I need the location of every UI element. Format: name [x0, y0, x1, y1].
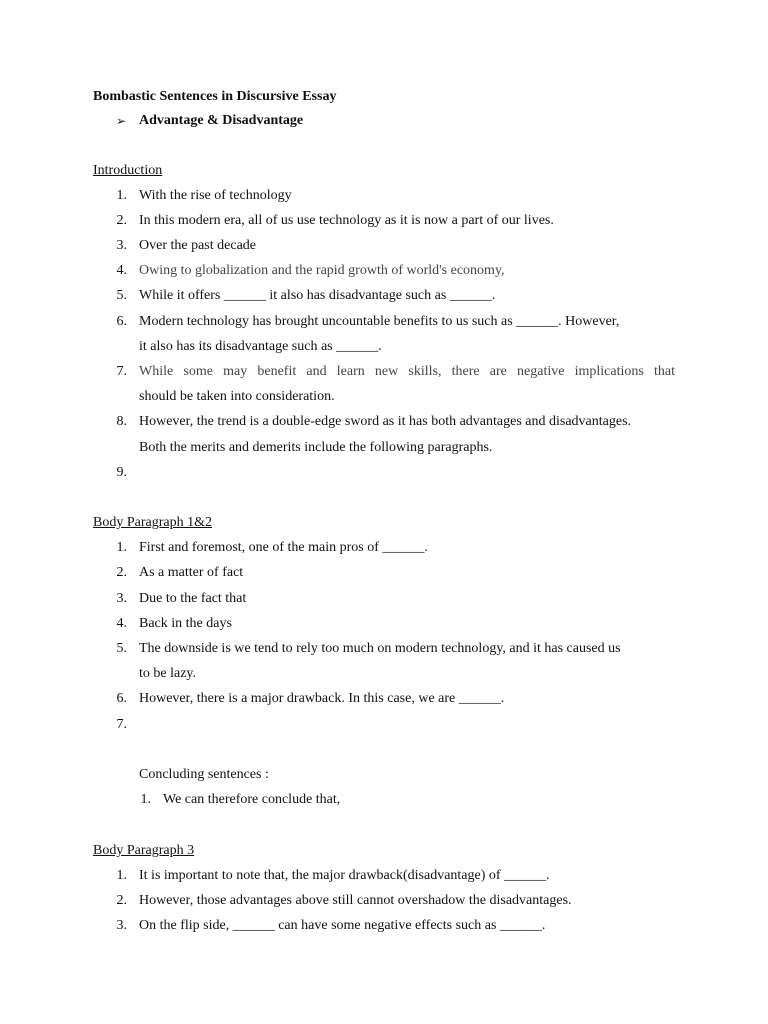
list-item-text: Modern technology has brought uncountable benefits to us such as ______. However, — [139, 314, 620, 329]
list-item-text: With the rise of technology — [139, 188, 292, 203]
list-item-number: 8. — [116, 414, 127, 429]
document-subtitle: Advantage & Disadvantage — [139, 113, 304, 128]
list-item-number: 6. — [116, 314, 127, 329]
list-item-text: Due to the fact that — [139, 591, 247, 606]
list-item-continuation: Both the merits and demerits include the following paragraphs. — [139, 440, 493, 455]
list-item-number: 2. — [116, 893, 127, 908]
list-item-number: 1. — [116, 868, 127, 883]
list-item-text: In this modern era, all of us use technology as it is now a part of our lives. — [139, 213, 554, 228]
section-heading-introduction: Introduction — [93, 163, 163, 178]
list-item-text: On the flip side, ______ can have some negative effects such as ______. — [139, 918, 546, 933]
list-item-text: Back in the days — [139, 616, 232, 631]
list-item-continuation: it also has its disadvantage such as ______. — [139, 339, 382, 354]
list-item-number: 7. — [116, 717, 127, 732]
list-item-number: 1. — [140, 792, 151, 807]
list-item-text: While it offers ______ it also has disadvantage such as ______. — [139, 288, 496, 303]
document-title: Bombastic Sentences in Discursive Essay — [93, 89, 337, 104]
list-item-number: 7. — [116, 364, 127, 379]
list-item-number: 1. — [116, 540, 127, 555]
list-item-text: First and foremost, one of the main pros of ______. — [139, 540, 428, 555]
list-item-text: However, there is a major drawback. In this case, we are ______. — [139, 691, 505, 706]
list-item-text: As a matter of fact — [139, 565, 244, 580]
section-heading-body-paragraph-3: Body Paragraph 3 — [93, 843, 195, 858]
list-item-number: 1. — [116, 188, 127, 203]
concluding-sentences-heading: Concluding sentences : — [139, 767, 269, 782]
list-item-text: However, those advantages above still cannot overshadow the disadvantages. — [139, 893, 572, 908]
list-item-continuation: should be taken into consideration. — [139, 389, 335, 404]
list-item-continuation: to be lazy. — [139, 666, 197, 681]
list-item-text: However, the trend is a double-edge sword as it has both advantages and disadvantages. — [139, 414, 632, 429]
list-item-number: 6. — [116, 691, 127, 706]
list-item-number: 9. — [116, 465, 127, 480]
section-heading-body-paragraph-1-2: Body Paragraph 1&2 — [93, 515, 212, 530]
list-item-text: The downside is we tend to rely too much on modern technology, and it has caused us — [139, 641, 621, 656]
list-item-number: 5. — [116, 641, 127, 656]
list-item-number: 4. — [116, 616, 127, 631]
list-item-text-justified — [139, 363, 675, 381]
list-item-text: We can therefore conclude that, — [163, 792, 341, 807]
list-item-number: 4. — [116, 263, 127, 278]
list-item-text: While some may benefit and learn new skills, there are negative implications that — [139, 364, 675, 379]
arrow-bullet-icon: ➢ — [116, 114, 127, 128]
list-item-number: 3. — [116, 591, 127, 606]
list-item-number: 2. — [116, 213, 127, 228]
list-item-number: 3. — [116, 238, 127, 253]
list-item-text: It is important to note that, the major drawback(disadvantage) of ______. — [139, 868, 550, 883]
list-item-text: Over the past decade — [139, 238, 256, 253]
list-item-number: 5. — [116, 288, 127, 303]
list-item-number: 3. — [116, 918, 127, 933]
list-item-number: 2. — [116, 565, 127, 580]
list-item-text: Owing to globalization and the rapid growth of world's economy, — [139, 263, 505, 278]
